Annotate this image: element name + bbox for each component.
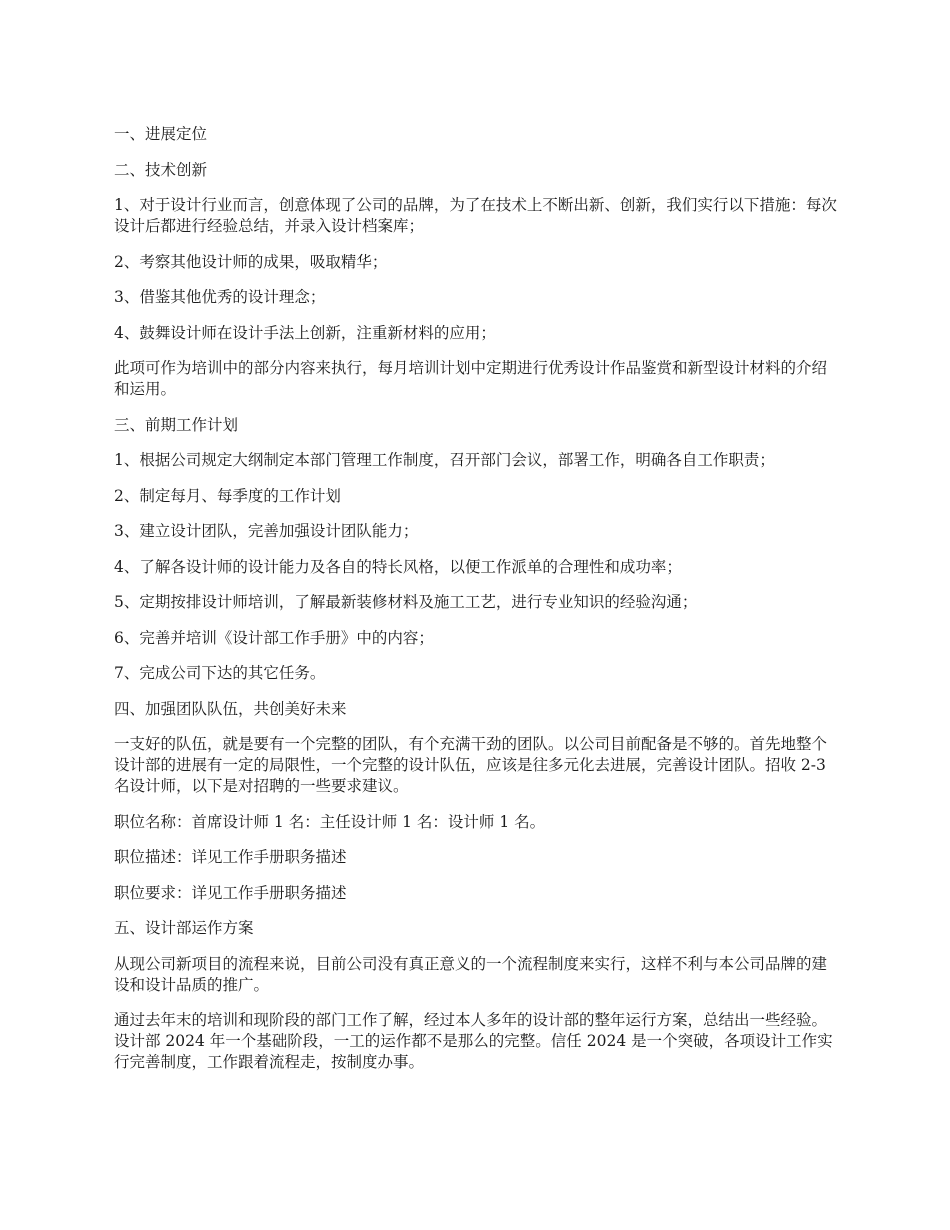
paragraph: 6、完善并培训《设计部工作手册》中的内容； xyxy=(114,628,434,647)
paragraph: 1、对于设计行业而言，创意体现了公司的品牌，为了在技术上不断出新、创新，我们实行以下措施：每次设计后都进行经验总结，并录入设计档案库； xyxy=(114,196,837,235)
heading-early-work-plan: 三、前期工作计划 xyxy=(114,415,239,434)
paragraph: 2、考察其他设计师的成果，吸取精华； xyxy=(114,252,388,271)
heading-strengthen-team: 四、加强团队队伍，共创美好未来 xyxy=(114,699,347,718)
paragraph: 3、借鉴其他优秀的设计理念； xyxy=(114,288,326,306)
paragraph: 1、根据公司规定大纲制定本部门管理工作制度，召开部门会议，部署工作，明确各自工作职责； xyxy=(114,451,775,469)
paragraph: 4、鼓舞设计师在设计手法上创新，注重新材料的应用； xyxy=(114,323,496,342)
paragraph: 7、完成公司下达的其它任务。 xyxy=(114,664,326,682)
heading-technical-innovation: 二、技术创新 xyxy=(114,160,208,179)
paragraph: 4、了解各设计师的设计能力及各自的特长风格，以便工作派单的合理性和成功率； xyxy=(114,557,682,576)
paragraph: 5、定期按排设计师培训，了解最新装修材料及施工工艺，进行专业知识的经验沟通； xyxy=(114,593,698,611)
paragraph: 通过去年末的培训和现阶段的部门工作了解，经过本人多年的设计部的整年运行方案，总结出一些经验。设计部 2024 年一个基础阶段，一工的运作都不是那么的完整。信任 2024 是一个突破，各项设计工作实行完善制度，工作跟着流程走，按制度办事。 xyxy=(114,1011,833,1071)
paragraph: 职位描述：详见工作手册职务描述 xyxy=(114,848,347,866)
paragraph: 职位名称：首席设计师 1 名：主任设计师 1 名：设计师 1 名。 xyxy=(114,812,546,831)
paragraph: 一支好的队伍，就是要有一个完整的团队，有个充满干劲的团队。以公司目前配备是不够的。首先地整个设计部的进展有一定的局限性，一个完整的设计队伍，应该是往多元化去进展，完善设计团队。招收 2-3 名设计师，以下是对招聘的一些要求建议。 xyxy=(114,735,828,795)
paragraph: 3、建立设计团队，完善加强设计团队能力； xyxy=(114,522,419,540)
paragraph: 2、制定每月、每季度的工作计划 xyxy=(114,486,341,505)
paragraph: 此项可作为培训中的部分内容来执行，每月培训计划中定期进行优秀设计作品鉴赏和新型设计材料的介绍和运用。 xyxy=(114,359,828,398)
heading-operation-plan: 五、设计部运作方案 xyxy=(114,919,254,937)
paragraph: 职位要求：详见工作手册职务描述 xyxy=(114,883,347,902)
paragraph: 从现公司新项目的流程来说，目前公司没有真正意义的一个流程制度来实行，这样不利与本公司品牌的建设和设计品质的推广。 xyxy=(114,954,828,994)
heading-development-positioning: 一、进展定位 xyxy=(114,125,208,143)
